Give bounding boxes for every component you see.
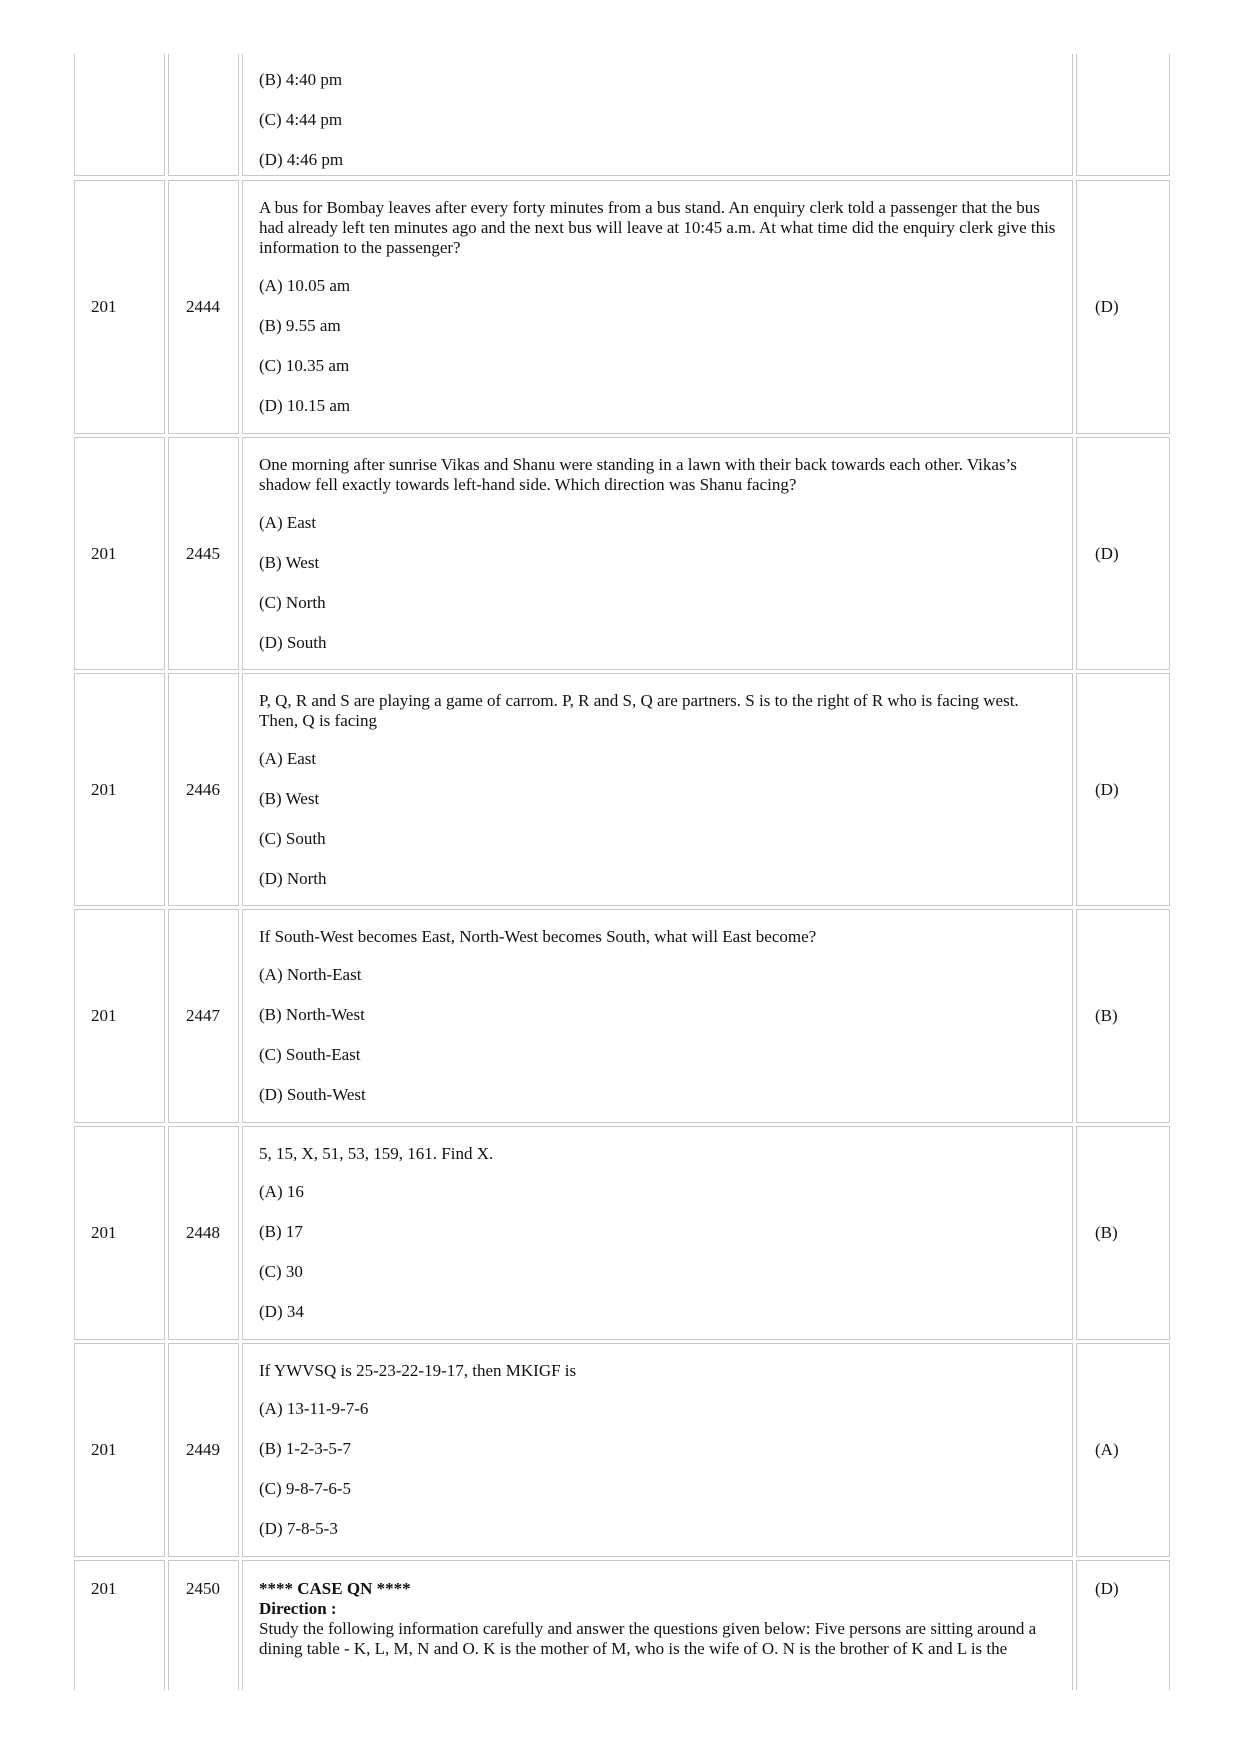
question-stem: A bus for Bombay leaves after every forty minutes from a bus stand. An enquiry clerk told a passenger that the bus had already left ten minutes ago and the next bus will leave at 10:45 a.m. At what time did the enquiry clerk give this information to the passenger?	[259, 198, 1056, 257]
cell-col1: 201	[74, 437, 165, 670]
cell-answer: (B)	[1076, 909, 1170, 1123]
cell-answer: (D)	[1076, 1560, 1170, 1690]
table-row	[74, 1126, 1170, 1340]
option-b: (B) 1-2-3-5-7	[259, 1439, 352, 1458]
option-d: (D) 7-8-5-3	[259, 1519, 338, 1538]
question-stem: 5, 15, X, 51, 53, 159, 161. Find X.	[259, 1144, 494, 1163]
option-a: (A) East	[259, 513, 317, 532]
cell-col1: 201	[74, 1126, 165, 1340]
option-d: (D) 10.15 am	[259, 396, 351, 415]
cell-answer	[1076, 54, 1170, 176]
cell-qno: 2447	[168, 909, 239, 1123]
cell-answer: (A)	[1076, 1343, 1170, 1557]
option-a: (A) East	[259, 749, 317, 768]
table-row-partial	[74, 54, 1170, 176]
cell-question	[242, 1560, 1073, 1690]
cell-qno: 2448	[168, 1126, 239, 1340]
option-c: (C) 10.35 am	[259, 356, 350, 375]
option-c: (C) 30	[259, 1262, 303, 1281]
table-row	[74, 909, 1170, 1123]
direction-label: Direction :	[259, 1599, 337, 1618]
table-row	[74, 673, 1170, 906]
option-c: (C) South-East	[259, 1045, 361, 1064]
case-heading: **** CASE QN ****	[259, 1579, 411, 1598]
cell-answer: (B)	[1076, 1126, 1170, 1340]
cell-question	[242, 180, 1073, 434]
option-d: (D) 34	[259, 1302, 304, 1321]
option-c: (C) 4:44 pm	[259, 110, 343, 129]
cell-col1: 201	[74, 180, 165, 434]
cell-question	[242, 1126, 1073, 1340]
option-b: (B) North-West	[259, 1005, 365, 1024]
table-row	[74, 1343, 1170, 1557]
option-d: (D) South-West	[259, 1085, 366, 1104]
table-row	[74, 437, 1170, 670]
option-b: (B) 17	[259, 1222, 303, 1241]
cell-col1: 201	[74, 1343, 165, 1557]
cell-col1	[74, 54, 165, 176]
option-a: (A) 16	[259, 1182, 304, 1201]
option-a: (A) 13-11-9-7-6	[259, 1399, 369, 1418]
cell-col1: 201	[74, 1560, 165, 1690]
question-stem: If YWVSQ is 25-23-22-19-17, then MKIGF is	[259, 1361, 577, 1380]
option-c: (C) North	[259, 593, 326, 612]
cell-qno: 2445	[168, 437, 239, 670]
cell-qno: 2450	[168, 1560, 239, 1690]
cell-question	[242, 673, 1073, 906]
cell-qno: 2444	[168, 180, 239, 434]
cell-question	[242, 1343, 1073, 1557]
cell-question	[242, 54, 1073, 176]
cell-answer: (D)	[1076, 673, 1170, 906]
option-d: (D) North	[259, 869, 327, 888]
question-stem: P, Q, R and S are playing a game of carrom. P, R and S, Q are partners. S is to the right of R who is facing west. Then, Q is facing	[259, 691, 1019, 730]
table-row	[74, 180, 1170, 434]
cell-answer: (D)	[1076, 437, 1170, 670]
option-b: (B) 4:40 pm	[259, 70, 343, 89]
cell-col1: 201	[74, 673, 165, 906]
cell-qno: 2446	[168, 673, 239, 906]
option-d: (D) South	[259, 633, 327, 652]
table-row-case	[74, 1560, 1170, 1690]
cell-question	[242, 909, 1073, 1123]
option-d: (D) 4:46 pm	[259, 150, 344, 169]
cell-qno: 2449	[168, 1343, 239, 1557]
cell-answer: (D)	[1076, 180, 1170, 434]
question-stem: One morning after sunrise Vikas and Shanu were standing in a lawn with their back towards each other. Vikas’s shadow fell exactly towards left-hand side. Which direction was Shanu facing?	[259, 455, 1017, 494]
cell-question	[242, 437, 1073, 670]
option-b: (B) 9.55 am	[259, 316, 341, 335]
option-b: (B) West	[259, 553, 320, 572]
option-c: (C) 9-8-7-6-5	[259, 1479, 352, 1498]
case-text: Study the following information carefully and answer the questions given below: Five persons are sitting around a dining table - K, L, M, N and O. K is the mother of M, who is the wife of O. N is the brother of K and L is the	[259, 1619, 1037, 1658]
cell-col1: 201	[74, 909, 165, 1123]
option-b: (B) West	[259, 789, 320, 808]
question-stem: If South-West becomes East, North-West becomes South, what will East become?	[259, 927, 817, 946]
option-a: (A) 10.05 am	[259, 276, 351, 295]
option-c: (C) South	[259, 829, 326, 848]
cell-qno	[168, 54, 239, 176]
option-a: (A) North-East	[259, 965, 362, 984]
